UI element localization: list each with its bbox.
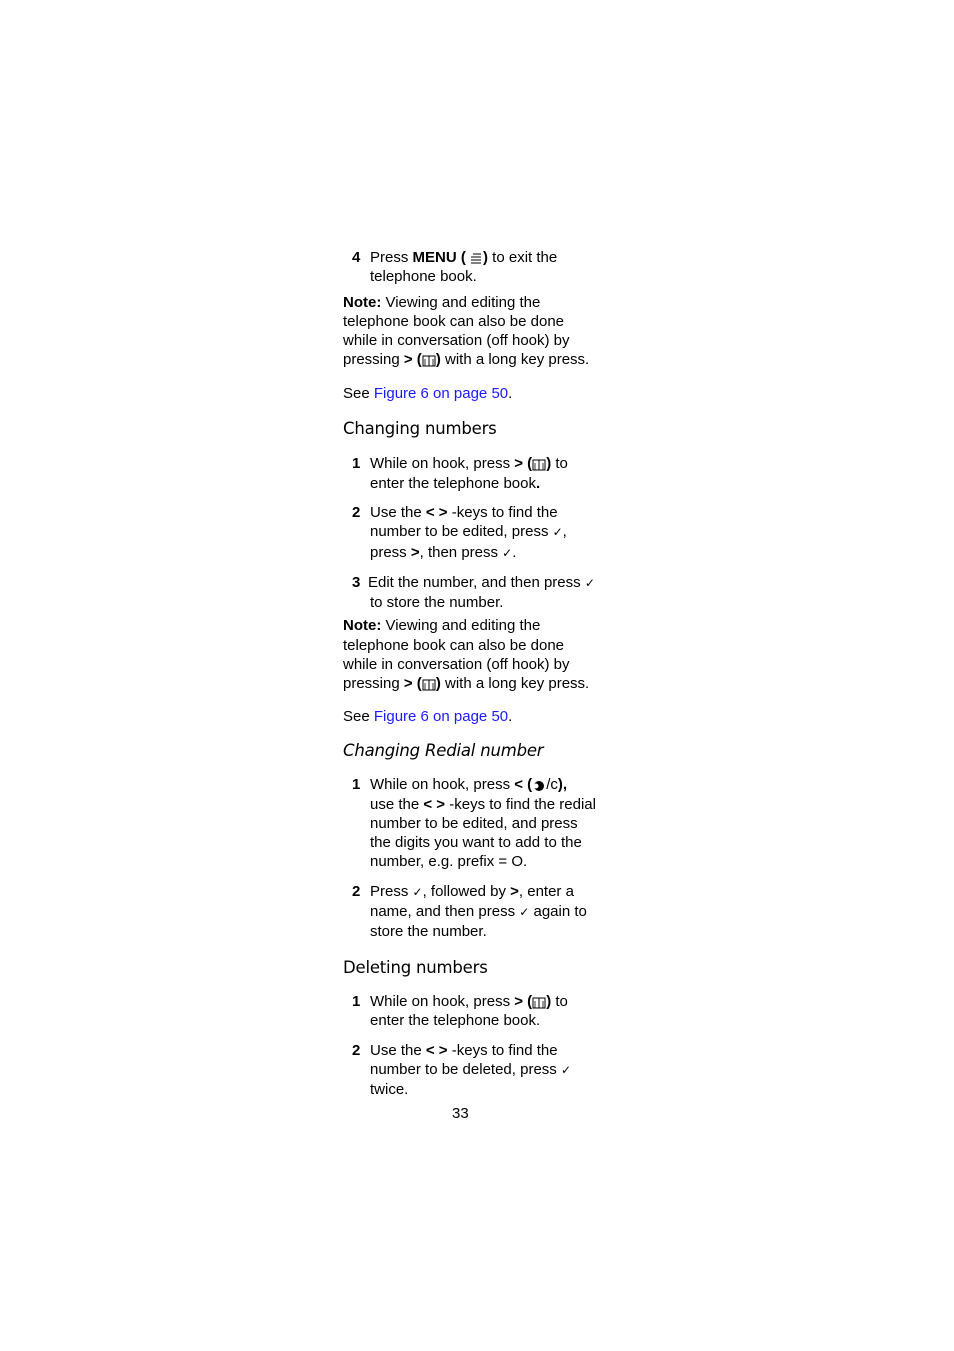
see-reference: See Figure 6 on page 50. — [343, 707, 513, 725]
note-offhook: Note: Viewing and editing the telephone book can also be done while in conversation (off hook) by pressing > ( ) with a long key press. — [343, 293, 590, 369]
step-exit-phonebook: 4 Press MENU ( ) to exit the telephone book. — [352, 249, 558, 286]
check-icon: ✓ — [584, 575, 595, 590]
step-open-phonebook: 1 While on hook, press > ( ) to enter the telephone book. — [352, 992, 568, 1030]
redial-clear-icon — [532, 779, 546, 792]
section-heading-deleting-numbers: Deleting numbers — [343, 957, 488, 977]
step-edit-number: 3 Edit the number, and then press ✓ to store the number. — [352, 573, 595, 612]
step-find-number: 2 Use the < > -keys to find the number to be edited, press ✓, press >, then press ✓. — [352, 503, 567, 561]
phonebook-icon — [422, 678, 436, 691]
check-icon: ✓ — [412, 884, 423, 899]
check-icon: ✓ — [519, 905, 530, 920]
step-redial-find: 1 While on hook, press < ( /c), use the < > -keys to find the redial number to be edited, and press the digits you want to add to the number, e.g. prefix = O. — [352, 776, 596, 871]
step-delete-number: 2 Use the < > -keys to find the number to be deleted, press ✓ twice. — [352, 1041, 572, 1099]
phonebook-icon — [532, 996, 546, 1009]
menu-icon — [470, 252, 483, 265]
figure-link[interactable]: Figure 6 on page 50 — [373, 707, 509, 725]
page-number: 33 — [452, 1105, 469, 1122]
manual-page-column — [343, 248, 633, 1099]
section-heading-changing-numbers: Changing numbers — [343, 419, 497, 439]
section-heading-changing-redial: Changing Redial number — [343, 740, 544, 760]
note-offhook: Note: Viewing and editing the telephone book can also be done while in conversation (off hook) by pressing > ( ) with a long key press. — [343, 617, 590, 693]
figure-link[interactable]: Figure 6 on page 50 — [373, 384, 509, 402]
step-open-phonebook: 1 While on hook, press > ( ) to enter the telephone book. — [352, 455, 568, 492]
step-number: 4 — [352, 249, 361, 266]
check-icon: ✓ — [502, 545, 513, 560]
see-reference: See Figure 6 on page 50. — [343, 384, 513, 402]
step-redial-name: 2 Press ✓, followed by >, enter a name, and then press ✓ again to store the number. — [352, 882, 587, 941]
phonebook-icon — [532, 458, 546, 471]
check-icon: ✓ — [560, 1062, 572, 1077]
check-icon: ✓ — [552, 525, 563, 540]
phonebook-icon — [422, 354, 436, 367]
